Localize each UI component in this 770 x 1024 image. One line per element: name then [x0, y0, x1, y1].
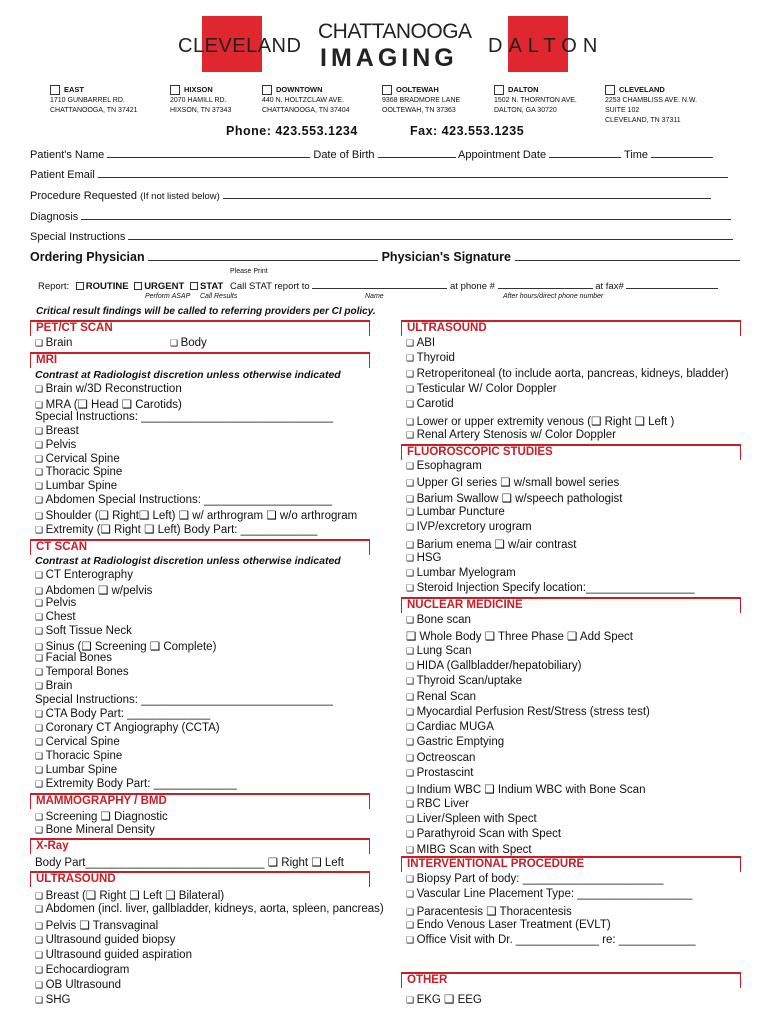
nm-item[interactable] [406, 691, 476, 703]
us-right-item[interactable] [406, 383, 557, 395]
fluoro-label: Steroid Injection Specify location:_________________ [416, 582, 695, 595]
fluoro-label: Lumbar Myelogram [416, 567, 516, 580]
checkbox-icon[interactable]: ❑ [35, 439, 46, 450]
checkbox-icon[interactable]: ❑ [35, 764, 46, 775]
fluoro-item[interactable] [406, 552, 442, 564]
nm-item[interactable] [406, 752, 475, 764]
ir-item[interactable] [406, 934, 696, 946]
checkbox-icon[interactable]: ❑ [406, 568, 417, 579]
patient-email-row: Patient Email [30, 167, 740, 181]
nm-item[interactable] [406, 736, 504, 748]
location-ooltewah[interactable]: OOLTEWAH 9368 BRADMORE LANE OOLTEWAH, TN 37363 [382, 85, 461, 114]
ct-item[interactable] [35, 708, 210, 720]
us-right-item[interactable] [406, 429, 616, 441]
ct-label: Sinus (❑ Screening ❑ Complete) [45, 640, 217, 653]
report-row: Report: ROUTINE URGENT STAT Call STAT report to at phone # at fax# [38, 280, 718, 292]
checkbox-cleveland[interactable] [605, 85, 615, 95]
nm-label: Bone scan [416, 614, 471, 626]
fluoro-label: Barium Swallow ❑ w/speech pathologist [416, 492, 623, 505]
dob-field[interactable] [378, 147, 456, 158]
nm-label: RBC Liver [416, 797, 469, 810]
ct-label: Cervical Spine [45, 735, 120, 748]
checkbox-icon[interactable]: ❑ [35, 980, 46, 991]
fluoro-item[interactable] [406, 506, 505, 518]
us-left-label: SHG [45, 994, 71, 1007]
checkbox-icon[interactable]: ❑ [406, 706, 417, 717]
us-left-item[interactable] [35, 979, 121, 991]
fluoro-item[interactable] [406, 521, 532, 533]
location-hixson[interactable]: HIXSON 2070 HAMILL RD. HIXSON, TN 37343 [170, 85, 232, 114]
us-left-item[interactable] [35, 918, 158, 932]
us-left-title: ULTRASOUND [36, 873, 116, 885]
ct-item[interactable] [35, 722, 220, 734]
nm-item[interactable] [406, 629, 633, 643]
checkbox-icon[interactable]: ❑ [35, 921, 46, 932]
checkbox-icon[interactable]: ❑ [35, 750, 46, 761]
ct-label: CT Enterography [45, 569, 133, 581]
please-print-hint: Please Print [230, 268, 268, 275]
checkbox-downtown[interactable] [262, 85, 272, 95]
us-right-label: Lower or upper extremity venous (❑ Right ❑ Left ) [416, 415, 675, 428]
ct-item[interactable] [35, 639, 216, 653]
fluoro-item[interactable] [406, 567, 516, 579]
mri-section-border [30, 352, 370, 368]
ir-item[interactable] [406, 888, 692, 900]
checkbox-icon[interactable]: ❑ [35, 399, 46, 410]
fluoro-item[interactable] [406, 475, 619, 489]
us-left-label: Abdomen (incl. liver, gallbladder, kidneys, aorta, spleen, pancreas) [45, 903, 384, 916]
time-field[interactable] [651, 147, 713, 158]
mri-title: MRI [36, 354, 58, 366]
checkbox-icon[interactable]: ❑ [406, 691, 417, 702]
ct-item[interactable] [35, 597, 76, 609]
ct-label: Temporal Bones [45, 666, 129, 679]
us-left-label: Pelvis ❑ Transvaginal [45, 920, 159, 933]
us-right-label: Thyroid [416, 352, 455, 365]
ct-item[interactable] [35, 569, 133, 581]
mri-item[interactable] [35, 425, 79, 437]
mri-label: Special Instructions: ______________________________ [35, 410, 333, 423]
diagnosis-field[interactable] [81, 209, 731, 220]
nm-item[interactable] [406, 844, 532, 856]
ct-label: Facial Bones [45, 652, 113, 665]
checkbox-icon[interactable]: ❑ [35, 585, 46, 596]
mri-item[interactable] [35, 508, 357, 522]
diagnosis-row: Diagnosis [30, 209, 740, 223]
ir-label: Vascular Line Placement Type: __________________ [416, 888, 693, 901]
checkbox-icon[interactable]: ❑ [406, 368, 417, 379]
checkbox-icon[interactable]: ❑ [35, 495, 46, 506]
checkbox-icon[interactable]: ❑ [406, 429, 417, 440]
nm-item[interactable] [406, 813, 537, 825]
stat-report-name-field[interactable] [312, 280, 447, 289]
location-east[interactable]: EAST 1710 GUNBARREL RD. CHATTANOOGA, TN 37421 [50, 85, 138, 114]
fluoro-item[interactable] [406, 537, 576, 551]
nm-label: Gastric Emptying [416, 736, 505, 749]
checkbox-icon[interactable]: ❑ [35, 525, 46, 535]
mri-label: MRA (❑ Head ❑ Carotids) [45, 398, 182, 411]
fluoro-item[interactable] [406, 582, 695, 594]
checkbox-icon[interactable]: ❑ [35, 778, 46, 789]
us-right-label: Retroperitoneal (to include aorta, pancreas, kidneys, bladder) [416, 367, 729, 380]
checkbox-icon[interactable]: ❑ [35, 453, 46, 464]
stat-phone-field[interactable] [498, 280, 593, 289]
mri-item[interactable] [35, 453, 120, 465]
ct-contrast-note: Contrast at Radiologist discretion unless otherwise indicated [35, 555, 341, 567]
checkbox-icon[interactable]: ❑ [406, 399, 417, 410]
checkbox-icon[interactable]: ❑ [35, 384, 46, 394]
checkbox-icon[interactable]: ❑ [406, 829, 417, 840]
nm-label: Lung Scan [416, 644, 472, 657]
us-right-label: Testicular W/ Color Doppler [416, 382, 557, 395]
fluoro-label: Esophagram [416, 460, 482, 472]
stat-checkbox[interactable] [190, 282, 198, 290]
ct-label: Brain [45, 680, 73, 693]
checkbox-icon[interactable]: ❑ [406, 645, 417, 656]
ct-title: CT SCAN [36, 541, 88, 553]
checkbox-icon[interactable]: ❑ [406, 752, 417, 763]
nm-title: NUCLEAR MEDICINE [407, 599, 523, 611]
urgent-checkbox[interactable] [134, 282, 142, 290]
mri-item[interactable] [35, 397, 182, 411]
mri-label: Extremity (❑ Right ❑ Left) Body Part: ____________ [45, 524, 318, 536]
appointment-date-field[interactable] [549, 147, 621, 158]
us-left-item[interactable] [35, 964, 129, 976]
other-section-border [401, 972, 741, 988]
nm-label: Renal Scan [416, 690, 477, 703]
checkbox-east[interactable] [50, 85, 60, 95]
nm-label: HIDA (Gallbladder/hepatobiliary) [416, 659, 582, 672]
checkbox-icon[interactable]: ❑ [35, 965, 46, 975]
nm-label: Prostascint [416, 767, 474, 779]
checkbox-hixson[interactable] [170, 85, 180, 95]
checkbox-icon[interactable]: ❑ [406, 552, 417, 563]
ct-label: Lumbar Spine [45, 763, 118, 776]
mammo-label: Screening ❑ Diagnostic [45, 811, 168, 823]
ct-label: Pelvis [45, 596, 77, 609]
checkbox-dalton[interactable] [494, 85, 504, 95]
ct-label: Special Instructions: ______________________________ [35, 694, 333, 707]
checkbox-icon[interactable]: ❑ [406, 506, 417, 517]
ct-label: Extremity Body Part: _____________ [45, 777, 237, 790]
checkbox-icon[interactable]: ❑ [35, 934, 46, 945]
checkbox-icon[interactable]: ❑ [406, 338, 417, 348]
ct-label: CTA Body Part: _____________ [45, 708, 211, 720]
location-dalton[interactable]: DALTON 1502 N. THORNTON AVE. DALTON, GA 30720 [494, 85, 577, 114]
xray-title: X-Ray [36, 840, 69, 852]
checkbox-icon[interactable]: ❑ [406, 676, 417, 687]
ct-item[interactable] [35, 736, 120, 748]
nm-label: ❑ Whole Body ❑ Three Phase ❑ Add Spect [406, 631, 633, 644]
logo-cleveland: CLEVELAND [178, 35, 302, 57]
checkbox-icon[interactable]: ❑ [35, 891, 46, 901]
mammo-item[interactable] [35, 809, 168, 823]
us-left-item[interactable] [35, 949, 192, 961]
checkbox-icon[interactable]: ❑ [406, 798, 417, 809]
checkbox-icon[interactable]: ❑ [406, 722, 417, 733]
ct-item[interactable] [35, 666, 129, 678]
checkbox-icon[interactable]: ❑ [406, 615, 417, 625]
ct-item[interactable] [35, 680, 72, 692]
afterhours-hint: After hours/direct phone number [503, 293, 604, 300]
checkbox-icon[interactable]: ❑ [406, 522, 417, 533]
nm-item[interactable] [406, 782, 645, 796]
nm-label: Thyroid Scan/uptake [416, 675, 523, 688]
mri-contrast-note: Contrast at Radiologist discretion unless otherwise indicated [35, 369, 341, 381]
ir-label: Office Visit with Dr. _____________ re: ____________ [416, 934, 696, 947]
nm-label: Liver/Spleen with Spect [416, 812, 537, 825]
location-downtown[interactable]: DOWNTOWN 440 N. HOLTZCLAW AVE. CHATTANOOGA, TN 37404 [262, 85, 350, 114]
fluoro-label: Lumbar Puncture [416, 505, 505, 518]
mri-label: Shoulder (❑ Right❑ Left) ❑ w/ arthrogram ❑ w/o arthrogram [45, 510, 358, 523]
us-right-item[interactable] [406, 337, 435, 349]
ct-item[interactable] [35, 694, 333, 706]
mri-label: Lumbar Spine [45, 480, 118, 493]
checkbox-icon[interactable]: ❑ [35, 653, 46, 664]
checkbox-icon[interactable]: ❑ [406, 383, 417, 394]
checkbox-icon[interactable]: ❑ [406, 785, 417, 796]
nm-item[interactable] [406, 706, 650, 718]
us-left-label: Breast (❑ Right ❑ Left ❑ Bilateral) [45, 890, 225, 902]
other-title: OTHER [407, 974, 448, 986]
procedure-row: Procedure Requested (If not listed below) [30, 188, 740, 202]
us-left-item[interactable] [35, 888, 224, 902]
ct-item[interactable] [35, 764, 117, 776]
ct-item[interactable] [35, 778, 237, 790]
mri-item[interactable] [35, 383, 182, 395]
checkbox-icon[interactable]: ❑ [406, 995, 417, 1005]
mri-item[interactable] [35, 480, 117, 492]
us-right-item[interactable] [406, 414, 674, 428]
patient-info-row: Patient's Name Date of Birth Appointment Date Time [30, 147, 740, 161]
checkbox-icon[interactable]: ❑ [406, 844, 417, 855]
nm-label: Indium WBC ❑ Indium WBC with Bone Scan [416, 784, 646, 797]
nm-item[interactable] [406, 675, 522, 687]
nm-label: MIBG Scan with Spect [416, 843, 532, 856]
petct-brain[interactable]: ❑ Brain [35, 337, 73, 349]
mri-item[interactable] [35, 494, 332, 506]
checkbox-icon[interactable]: ❑ [35, 667, 46, 678]
checkbox-icon[interactable]: ❑ [406, 889, 417, 900]
checkbox-icon[interactable]: ❑ [35, 625, 46, 636]
checkbox-icon[interactable]: ❑ [406, 461, 417, 471]
logo-imaging: IMAGING [320, 44, 458, 72]
location-cleveland[interactable]: CLEVELAND 2253 CHAMBLISS AVE. N.W. SUITE 102 CLEVELAND, TN 37311 [605, 85, 698, 124]
ct-label: Chest [45, 610, 76, 623]
checkbox-icon[interactable]: ❑ [406, 737, 417, 748]
mammo-label: Bone Mineral Density [45, 824, 155, 836]
ct-item[interactable] [35, 652, 112, 664]
nm-item[interactable] [406, 660, 582, 672]
us-left-item[interactable] [35, 934, 175, 946]
ir-item[interactable] [406, 904, 572, 918]
fluoro-title: FLUOROSCOPIC STUDIES [407, 446, 553, 458]
checkbox-icon[interactable]: ❑ [35, 641, 46, 652]
nm-item[interactable] [406, 767, 473, 779]
ct-label: Coronary CT Angiography (CCTA) [45, 721, 220, 734]
ir-item[interactable] [406, 919, 611, 931]
mri-item[interactable] [35, 522, 317, 536]
patient-email-field[interactable] [98, 167, 728, 178]
us-left-item[interactable] [35, 994, 71, 1006]
petct-body[interactable]: ❑ Body [170, 337, 207, 349]
physician-row: Ordering Physician Physician's Signature [30, 250, 740, 264]
mammo-title: MAMMOGRAPHY / BMD [36, 795, 167, 807]
checkbox-icon[interactable]: ❑ [35, 736, 46, 747]
fluoro-label: IVP/excretory urogram [416, 521, 532, 534]
mri-label: Thoracic Spine [45, 466, 123, 479]
checkbox-icon[interactable]: ❑ [35, 995, 46, 1006]
checkbox-icon[interactable]: ❑ [35, 511, 46, 522]
fluoro-item[interactable] [406, 491, 622, 505]
nm-label: Cardiac MUGA [416, 721, 494, 734]
nm-item[interactable] [406, 828, 561, 840]
fluoro-item[interactable] [406, 460, 482, 472]
ct-label: Thoracic Spine [45, 749, 123, 762]
checkbox-ooltewah[interactable] [382, 85, 392, 95]
checkbox-icon[interactable]: ❑ [35, 949, 46, 960]
checkbox-icon[interactable]: ❑ [406, 416, 417, 427]
ct-item[interactable] [35, 625, 132, 637]
checkbox-icon[interactable]: ❑ [406, 539, 417, 550]
other-item[interactable] [406, 992, 482, 1006]
checkbox-icon[interactable]: ❑ [35, 570, 46, 580]
checkbox-icon[interactable]: ❑ [406, 935, 417, 946]
nm-item[interactable] [406, 645, 472, 657]
name-hint: Name [365, 293, 384, 300]
fluoro-label: Upper GI series ❑ w/small bowel series [416, 477, 620, 490]
other-label: EKG ❑ EEG [416, 994, 482, 1006]
checkbox-icon[interactable]: ❑ [406, 813, 417, 824]
fax-number: Fax: 423.553.1235 [410, 124, 525, 138]
perform-asap-hint: Perform ASAP [145, 293, 191, 300]
ir-label: Endo Venous Laser Treatment (EVLT) [416, 918, 611, 931]
ct-label: Abdomen ❑ w/pelvis [45, 584, 153, 597]
ir-item[interactable] [406, 873, 663, 885]
stat-fax-field[interactable] [626, 280, 718, 289]
checkbox-icon[interactable]: ❑ [35, 467, 46, 478]
nm-label: Octreoscan [416, 751, 476, 764]
checkbox-icon[interactable]: ❑ [35, 812, 46, 822]
us-right-label: Carotid [416, 398, 454, 411]
mri-label: Breast [45, 424, 79, 437]
fluoro-label: HSG [416, 551, 442, 564]
ct-item[interactable] [35, 750, 122, 762]
us-right-item[interactable] [406, 398, 454, 410]
xray-body-part[interactable]: Body Part____________________________ ❑ Right ❑ Left [35, 857, 345, 869]
special-instructions-field[interactable] [128, 229, 733, 240]
mri-label: Pelvis [45, 438, 77, 451]
us-left-label: Ultrasound guided biopsy [45, 933, 176, 946]
xray-section-border [30, 838, 370, 854]
ordering-physician-field[interactable] [148, 250, 378, 261]
checkbox-icon[interactable]: ❑ [406, 768, 417, 778]
physician-signature-field[interactable] [515, 250, 741, 261]
mri-label: Abdomen Special Instructions: ____________________ [45, 494, 333, 507]
checkbox-icon[interactable]: ❑ [406, 478, 417, 489]
us-right-label: Renal Artery Stenosis w/ Color Doppler [416, 428, 616, 441]
nm-item[interactable] [406, 614, 471, 626]
mri-label: Brain w/3D Reconstruction [45, 383, 182, 395]
checkbox-icon[interactable]: ❑ [406, 493, 417, 504]
mri-item[interactable] [35, 411, 333, 423]
us-left-label: Echocardiogram [45, 964, 130, 976]
checkbox-icon[interactable]: ❑ [35, 681, 46, 692]
procedure-field[interactable] [223, 188, 711, 199]
checkbox-icon[interactable]: ❑ [35, 825, 46, 835]
logo-dalton: DALTON [488, 35, 604, 57]
checkbox-icon[interactable]: ❑ [35, 709, 46, 719]
mammo-item[interactable] [35, 824, 155, 836]
checkbox-icon[interactable]: ❑ [406, 919, 417, 930]
checkbox-icon[interactable]: ❑ [35, 481, 46, 492]
critical-results-note: Critical result findings will be called to referring providers per CI policy. [36, 306, 376, 317]
ct-item[interactable] [35, 583, 152, 597]
special-instructions-row: Special Instructions [30, 229, 740, 243]
mri-item[interactable] [35, 466, 122, 478]
checkbox-icon[interactable]: ❑ [35, 425, 46, 436]
checkbox-icon[interactable]: ❑ [35, 722, 46, 733]
us-right-item[interactable] [406, 368, 729, 380]
us-right-label: ABI [416, 337, 436, 349]
checkbox-icon[interactable]: ❑ [406, 906, 417, 917]
routine-checkbox[interactable] [76, 282, 84, 290]
fluoro-label: Barium enema ❑ w/air contrast [416, 538, 577, 551]
checkbox-icon[interactable]: ❑ [35, 611, 46, 622]
nm-item[interactable] [406, 798, 469, 810]
checkbox-icon[interactable]: ❑ [35, 597, 46, 608]
mri-label: Cervical Spine [45, 452, 120, 465]
phone-number: Phone: 423.553.1234 [226, 124, 358, 138]
call-results-hint: Call Results [200, 293, 238, 300]
us-left-item[interactable] [35, 903, 384, 915]
us-right-title: ULTRASOUND [407, 322, 487, 334]
ir-label: Paracentesis ❑ Thoracentesis [416, 905, 572, 918]
logo-chattanooga: CHATTANOOGA [318, 20, 472, 43]
us-right-item[interactable] [406, 352, 455, 364]
petct-title: PET/CT SCAN [36, 322, 113, 334]
ct-item[interactable] [35, 611, 76, 623]
checkbox-icon[interactable]: ❑ [406, 353, 417, 364]
checkbox-icon[interactable]: ❑ [35, 904, 46, 915]
ir-title: INTERVENTIONAL PROCEDURE [407, 858, 585, 870]
nm-label: Parathyroid Scan with Spect [416, 828, 562, 841]
patient-name-field[interactable] [107, 147, 310, 158]
checkbox-icon[interactable]: ❑ [406, 874, 417, 884]
ir-label: Biopsy Part of body: ______________________ [416, 873, 664, 885]
nm-label: Myocardial Perfusion Rest/Stress (stress test) [416, 705, 650, 718]
nm-item[interactable] [406, 721, 494, 733]
checkbox-icon[interactable]: ❑ [406, 660, 417, 671]
us-left-label: Ultrasound guided aspiration [45, 948, 192, 961]
us-left-label: OB Ultrasound [45, 979, 122, 992]
mri-item[interactable] [35, 439, 76, 451]
ct-label: Soft Tissue Neck [45, 624, 132, 637]
checkbox-icon[interactable]: ❑ [406, 583, 417, 594]
